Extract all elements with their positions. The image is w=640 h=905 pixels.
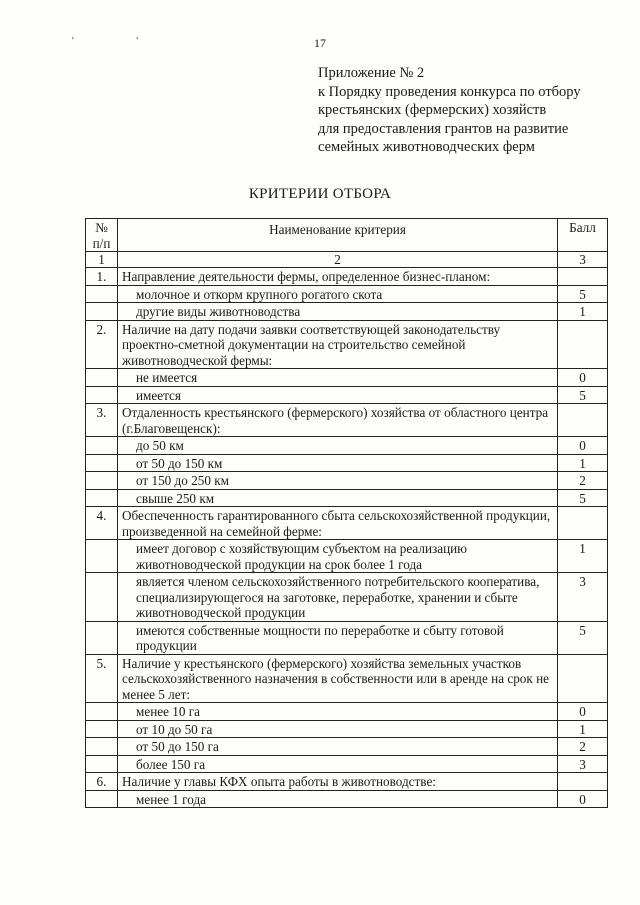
scan-specks: ' ' [72,36,169,47]
row-number [86,720,118,738]
criterion-section-row [86,507,608,540]
score-cell: 3 [558,755,608,773]
criterion-name: Наличие у главы КФХ опыта работы в животноводстве: [118,773,558,791]
index-cell: 1 [86,252,118,268]
appendix-line: для предоставления грантов на развитие [318,120,569,137]
criterion-name: Наличие у крестьянского (фермерского) хозяйства земельных участков сельскохозяйственного назначения в собственности или в аренде на срок не менее 5 лет: [118,654,558,703]
row-number: 4. [86,507,118,540]
criterion-name: Направление деятельности фермы, определенное бизнес-планом: [118,268,558,286]
appendix-line: Приложение № 2 [318,65,425,81]
row-number [86,303,118,321]
row-number [86,540,118,573]
score-cell: 2 [558,472,608,490]
score-cell [558,268,608,286]
header-name: Наименование критерия [118,219,558,252]
option-name: от 10 до 50 га [118,720,558,738]
score-cell: 1 [558,720,608,738]
row-number: 3. [86,404,118,437]
row-number [86,573,118,622]
row-number [86,755,118,773]
header-num: № п/п [86,219,118,252]
criterion-option-row [86,790,608,808]
option-name: имеет договор с хозяйствующим субъектом на реализацию животноводческой продукции на срок более 1 года [118,540,558,573]
option-name: имеется [118,386,558,404]
criterion-option-row [86,703,608,721]
row-number: 5. [86,654,118,703]
option-name: от 50 до 150 км [118,454,558,472]
row-number: 6. [86,773,118,791]
option-name: молочное и откорм крупного рогатого скота [118,285,558,303]
criterion-option-row [86,573,608,622]
criterion-option-row [86,720,608,738]
row-number [86,285,118,303]
score-cell [558,404,608,437]
option-name: от 50 до 150 га [118,738,558,756]
score-cell [558,773,608,791]
criterion-option-row [86,755,608,773]
row-number [86,437,118,455]
table-header-row [86,219,608,252]
row-number [86,738,118,756]
row-number [86,369,118,387]
score-cell: 0 [558,790,608,808]
score-cell: 1 [558,454,608,472]
score-cell: 3 [558,573,608,622]
option-name: не имеется [118,369,558,387]
row-number: 1. [86,268,118,286]
appendix-line: крестьянских (фермерских) хозяйств [318,102,547,119]
criterion-option-row [86,540,608,573]
criterion-option-row [86,303,608,321]
criterion-option-row [86,472,608,490]
row-number [86,489,118,507]
score-cell: 2 [558,738,608,756]
option-name: другие виды животноводства [118,303,558,321]
row-number [86,472,118,490]
criterion-section-row [86,268,608,286]
criterion-name: Обеспеченность гарантированного сбыта сельскохозяйственной продукции, произведенной на семейной ферме: [118,507,558,540]
criterion-section-row [86,773,608,791]
score-cell: 5 [558,489,608,507]
row-number: 2. [86,320,118,369]
option-name: менее 1 года [118,790,558,808]
appendix-line: к Порядку проведения конкурса по отбору [318,83,581,100]
criterion-option-row [86,489,608,507]
option-name: имеются собственные мощности по переработке и сбыту готовой продукции [118,621,558,654]
criterion-option-row [86,285,608,303]
criterion-name: Наличие на дату подачи заявки соответствующей законодательству проектно-сметной документации на строительство семейной животноводческой фермы: [118,320,558,369]
score-cell [558,507,608,540]
score-cell: 5 [558,386,608,404]
score-cell: 0 [558,703,608,721]
criterion-option-row [86,437,608,455]
criterion-section-row [86,654,608,703]
appendix-header [318,64,581,157]
option-name: является членом сельскохозяйственного потребительского кооператива, специализирующегося на заготовке, переработке, хранении и сбыте животноводческой продукции [118,573,558,622]
option-name: свыше 250 км [118,489,558,507]
option-name: от 150 до 250 км [118,472,558,490]
appendix-line: семейных животноводческих ферм [318,139,535,156]
index-cell: 3 [558,252,608,268]
criterion-option-row [86,454,608,472]
score-cell: 5 [558,285,608,303]
criterion-option-row [86,738,608,756]
score-cell [558,320,608,369]
option-name: менее 10 га [118,703,558,721]
criterion-section-row [86,404,608,437]
score-cell: 0 [558,437,608,455]
option-name: до 50 км [118,437,558,455]
criterion-option-row [86,369,608,387]
document-title: КРИТЕРИИ ОТБОРА [248,186,392,202]
page-number: 17 [314,36,326,50]
score-cell: 5 [558,621,608,654]
column-index-row [86,252,608,268]
row-number [86,386,118,404]
criterion-option-row [86,386,608,404]
option-name: более 150 га [118,755,558,773]
criterion-option-row [86,621,608,654]
score-cell: 1 [558,303,608,321]
row-number [86,703,118,721]
criteria-table [85,218,608,808]
row-number [86,454,118,472]
criterion-section-row [86,320,608,369]
header-score: Балл [558,219,608,252]
row-number [86,790,118,808]
score-cell: 0 [558,369,608,387]
row-number [86,621,118,654]
criterion-name: Отдаленность крестьянского (фермерского) хозяйства от областного центра (г.Благовещенск): [118,404,558,437]
score-cell [558,654,608,703]
score-cell: 1 [558,540,608,573]
index-cell: 2 [118,252,558,268]
